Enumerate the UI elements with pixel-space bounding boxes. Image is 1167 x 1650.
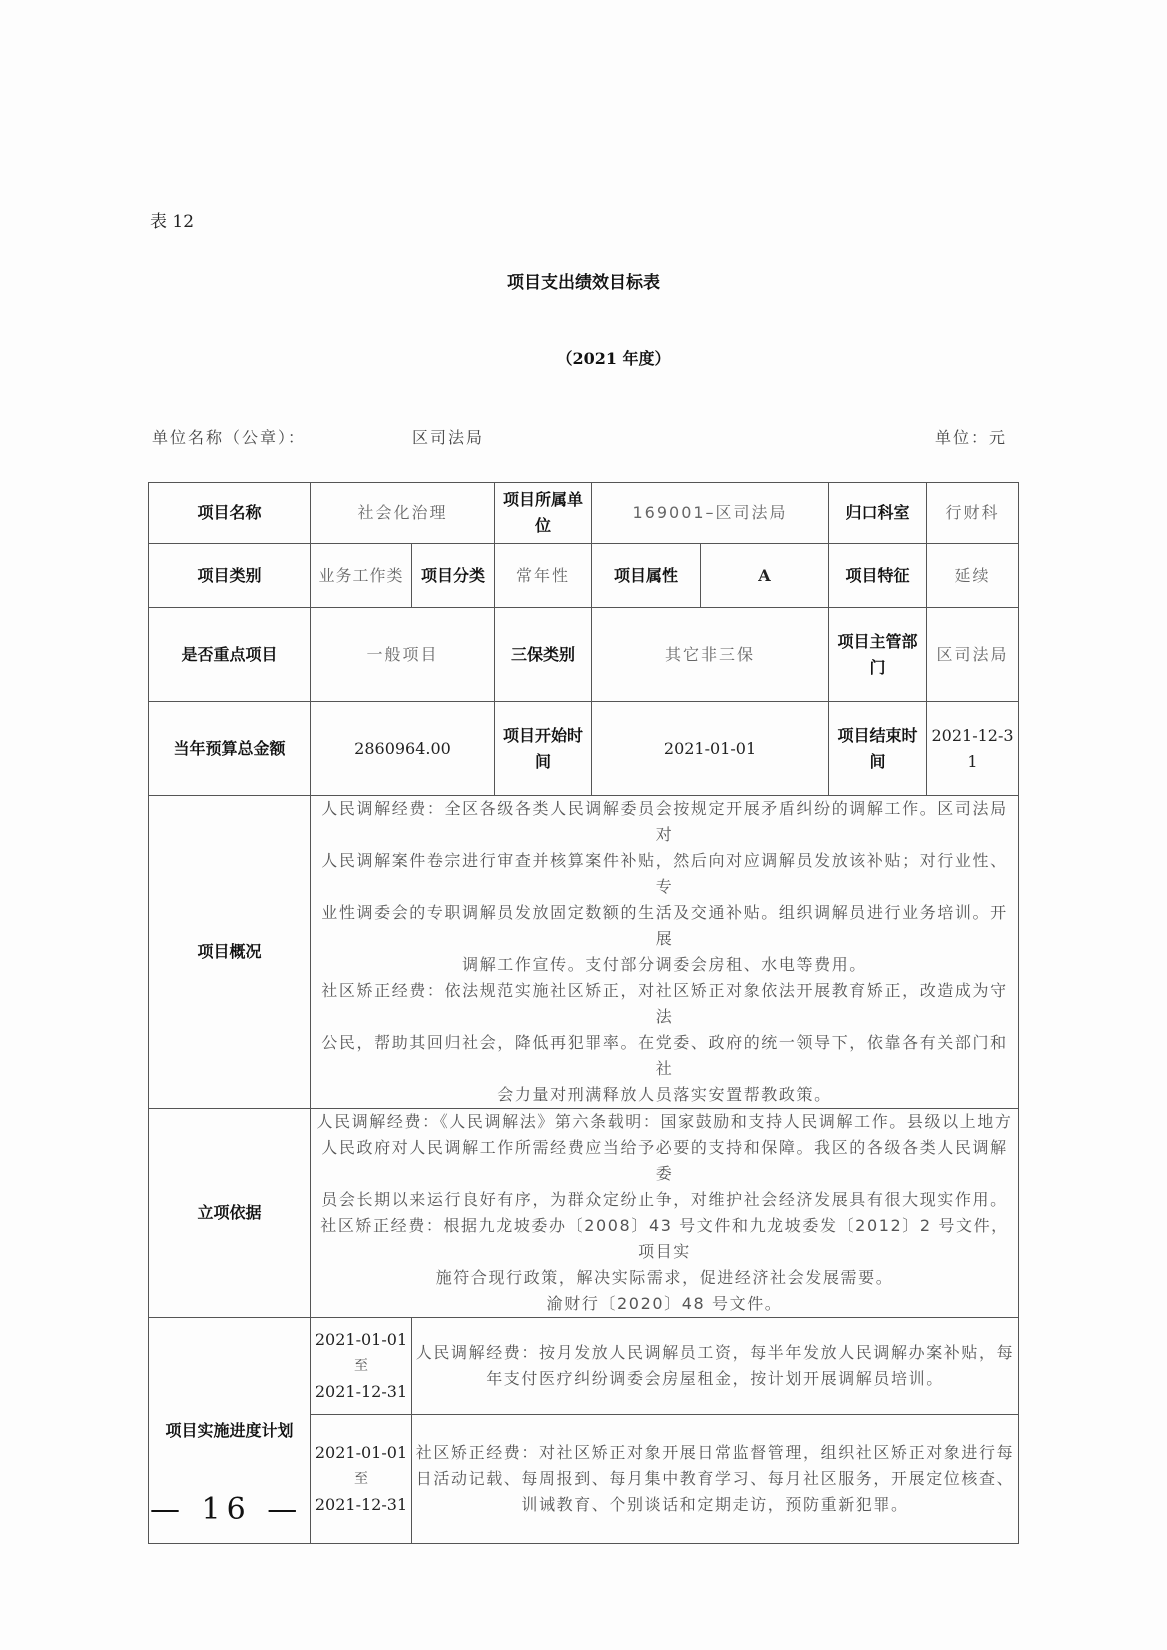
sanbao-value: 其它非三保 xyxy=(592,608,829,702)
project-name-label: 项目名称 xyxy=(149,483,311,544)
table-row xyxy=(149,544,1019,608)
overview-line: 社区矫正经费：依法规范实施社区矫正，对社区矫正对象依法开展教育矫正，改造成为守法 xyxy=(321,981,1008,1026)
unit-name-value: 区司法局 xyxy=(412,428,485,447)
schedule-date-to: 2021-12-31 xyxy=(314,1382,408,1401)
end-date-label: 项目结束时间 xyxy=(829,702,927,796)
table-label: 表 12 xyxy=(150,212,195,232)
schedule-text xyxy=(412,1415,1019,1544)
basis-label: 立项依据 xyxy=(149,1109,311,1318)
category-label: 项目类别 xyxy=(149,544,311,608)
overview-line: 人民调解经费：全区各级各类人民调解委员会按规定开展矛盾纠纷的调解工作。区司法局对 xyxy=(321,799,1008,844)
fiscal-year: （2021 年度） xyxy=(556,349,671,368)
overview-line: 业性调委会的专职调解员发放固定数额的生活及交通补贴。组织调解员进行业务培训。开展 xyxy=(321,903,1008,948)
end-date-value: 2021-12-31 xyxy=(927,702,1019,796)
performance-target-table xyxy=(148,482,1019,1544)
basis-line: 社区矫正经费：根据九龙坡委办〔2008〕43 号文件和九龙坡委发〔2012〕2 号文件，项目实 xyxy=(320,1216,1009,1261)
schedule-date-from: 2021-01-01 xyxy=(314,1443,408,1462)
feature-label: 项目特征 xyxy=(829,544,927,608)
supervisor-value: 区司法局 xyxy=(927,608,1019,702)
overview-line: 人民调解案件卷宗进行审查并核算案件补贴，然后向对应调解员发放该补贴；对行业性、专 xyxy=(321,851,1008,896)
category-value: 业务工作类 xyxy=(311,544,412,608)
table-row xyxy=(149,1109,1019,1318)
feature-value: 延续 xyxy=(927,544,1019,608)
schedule-text xyxy=(412,1318,1019,1415)
schedule-date-to: 2021-12-31 xyxy=(314,1495,408,1514)
classification-value: 常年性 xyxy=(495,544,592,608)
currency-unit: 单位：元 xyxy=(935,428,1008,447)
overview-line: 调解工作宣传。支付部分调委会房租、水电等费用。 xyxy=(462,955,867,974)
table-row xyxy=(149,608,1019,702)
basis-text xyxy=(311,1109,1019,1318)
budget-value: 2860964.00 xyxy=(311,702,495,796)
overview-line: 会力量对刑满释放人员落实安置帮教政策。 xyxy=(497,1085,832,1104)
table-row xyxy=(149,483,1019,544)
owner-unit-label: 项目所属单位 xyxy=(495,483,592,544)
attribute-label: 项目属性 xyxy=(592,544,701,608)
schedule-date-to-word: 至 xyxy=(354,1358,368,1374)
table-row xyxy=(149,796,1019,1109)
schedule-date-to-word: 至 xyxy=(354,1471,368,1487)
dept-label: 归口科室 xyxy=(829,483,927,544)
sanbao-label: 三保类别 xyxy=(495,608,592,702)
overview-line: 公民，帮助其回归社会，降低再犯罪率。在党委、政府的统一领导下，依靠各有关部门和社 xyxy=(321,1033,1008,1078)
schedule-line: 人民调解经费：按月发放人民调解员工资，每半年发放人民调解办案补贴，每 xyxy=(415,1343,1015,1362)
basis-line: 员会长期以来运行良好有序，为群众定纷止争，对维护社会经济发展具有很大现实作用。 xyxy=(321,1190,1008,1209)
basis-line: 人民政府对人民调解工作所需经费应当给予必要的支持和保障。我区的各级各类人民调解委 xyxy=(321,1138,1008,1183)
schedule-line: 年支付医疗纠纷调委会房屋租金，按计划开展调解员培训。 xyxy=(486,1369,944,1388)
page-number: — 16 — xyxy=(150,1492,304,1527)
start-date-value: 2021-01-01 xyxy=(592,702,829,796)
supervisor-label: 项目主管部门 xyxy=(829,608,927,702)
schedule-period xyxy=(311,1415,412,1544)
project-name-value: 社会化治理 xyxy=(311,483,495,544)
start-date-label: 项目开始时间 xyxy=(495,702,592,796)
basis-line: 渝财行〔2020〕48 号文件。 xyxy=(546,1294,783,1313)
schedule-line: 训诫教育、个别谈话和定期走访，预防重新犯罪。 xyxy=(521,1495,909,1514)
owner-unit-value: 169001–区司法局 xyxy=(592,483,829,544)
page-title: 项目支出绩效目标表 xyxy=(507,273,660,293)
overview-text xyxy=(311,796,1019,1109)
key-project-value: 一般项目 xyxy=(311,608,495,702)
attribute-value: A xyxy=(701,544,829,608)
schedule-line: 社区矫正经费：对社区矫正对象开展日常监督管理，组织社区矫正对象进行每 xyxy=(415,1443,1015,1462)
overview-label: 项目概况 xyxy=(149,796,311,1109)
schedule-line: 日活动记载、每周报到、每月集中教育学习、每月社区服务，开展定位核查、 xyxy=(415,1469,1015,1488)
table-row xyxy=(149,702,1019,796)
schedule-period xyxy=(311,1318,412,1415)
schedule-label: 项目实施进度计划 xyxy=(149,1318,311,1544)
dept-value: 行财科 xyxy=(927,483,1019,544)
basis-line: 施符合现行政策，解决实际需求，促进经济社会发展需要。 xyxy=(435,1268,894,1287)
table-row xyxy=(149,1318,1019,1415)
classification-label: 项目分类 xyxy=(412,544,495,608)
unit-name-label: 单位名称（公章）： xyxy=(152,428,307,447)
budget-label: 当年预算总金额 xyxy=(149,702,311,796)
basis-line: 人民调解经费：《人民调解法》第六条载明：国家鼓励和支持人民调解工作。县级以上地方 xyxy=(316,1112,1013,1131)
schedule-date-from: 2021-01-01 xyxy=(314,1330,408,1349)
key-project-label: 是否重点项目 xyxy=(149,608,311,702)
